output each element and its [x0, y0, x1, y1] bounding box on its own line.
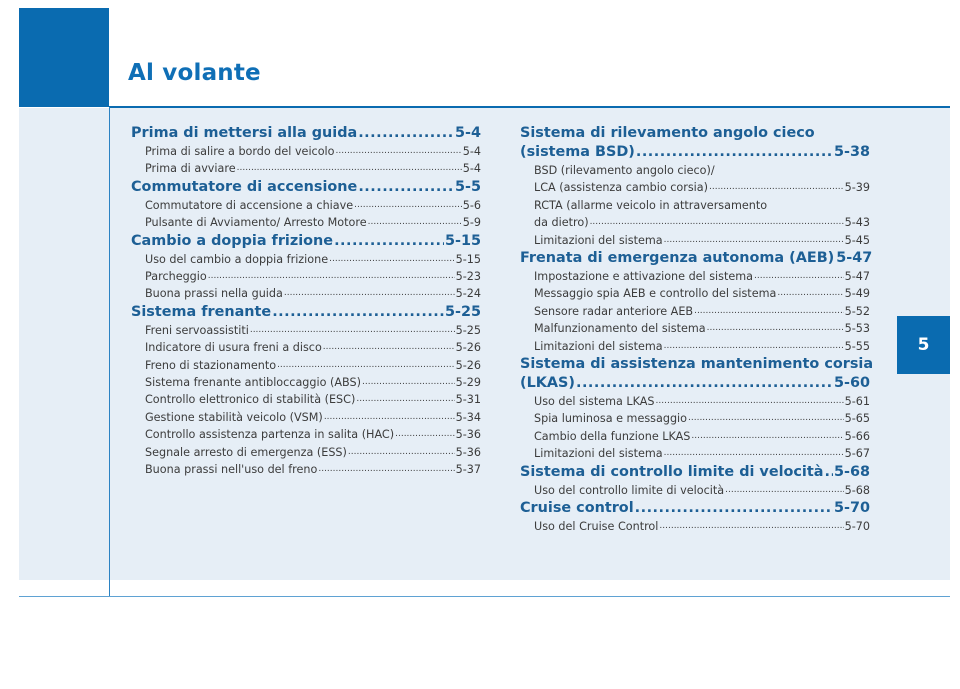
- toc-item-page: 5-4: [462, 145, 481, 158]
- toc-item[interactable]: [131, 251, 481, 268]
- toc-item-page: 5-45: [844, 233, 870, 247]
- toc-item-page: 5-65: [844, 412, 870, 426]
- toc-section-title: Sistema di controllo limite di velocità: [520, 463, 824, 480]
- toc-item-title: Limitazioni del sistema: [534, 447, 663, 461]
- leader-dots: [664, 445, 844, 462]
- toc-item-page: 5-37: [455, 463, 481, 477]
- leader-dots: [576, 374, 833, 393]
- toc-item-page: 5-68: [844, 483, 870, 497]
- toc-item[interactable]: [520, 518, 870, 535]
- toc-item-page: 5-36: [455, 428, 481, 442]
- leader-dots: [277, 357, 455, 374]
- toc-item-title: Parcheggio: [145, 270, 207, 284]
- toc-item[interactable]: [520, 428, 870, 445]
- leader-dots: [635, 499, 833, 518]
- toc-item-title: Cambio della funzione LKAS: [534, 429, 691, 443]
- leader-dots: [777, 285, 843, 302]
- toc-item[interactable]: [520, 320, 870, 337]
- leader-dots: [688, 410, 844, 427]
- toc-item-title: Pulsante di Avviamento/ Arresto Motore: [145, 216, 367, 230]
- toc-item-title: LCA (assistenza cambio corsia): [534, 181, 708, 195]
- toc-section-title-cont: (sistema BSD): [520, 144, 635, 160]
- page-title: Al volante: [128, 60, 261, 86]
- leader-dots: [354, 197, 462, 214]
- toc-item-title: Limitazioni del sistema: [534, 339, 663, 353]
- toc-item-page: 5-55: [844, 339, 870, 353]
- toc-left-column: [131, 124, 481, 479]
- toc-item-page: 5-24: [455, 287, 481, 301]
- toc-item[interactable]: [131, 143, 481, 160]
- leader-dots: [362, 374, 455, 391]
- toc-item-title: Uso del sistema LKAS: [534, 395, 655, 409]
- toc-page: 5-68: [833, 463, 870, 480]
- toc-item[interactable]: [131, 285, 481, 302]
- leader-dots: [368, 214, 462, 231]
- toc-item-title: Messaggio spia AEB e controllo del sistema: [534, 287, 777, 301]
- toc-item[interactable]: [520, 393, 870, 410]
- toc-item[interactable]: [131, 160, 481, 177]
- toc-section-title: Frenata di emergenza autonoma (AEB): [520, 250, 835, 267]
- leader-dots: [318, 461, 454, 478]
- toc-section-title: Sistema frenante: [131, 303, 272, 320]
- toc-item[interactable]: [520, 214, 870, 231]
- toc-page: 5-38: [833, 144, 870, 160]
- toc-item[interactable]: [520, 303, 870, 320]
- toc-section-cambio[interactable]: [131, 232, 481, 251]
- toc-section-title: Sistema di assistenza mantenimento corsia: [520, 356, 874, 373]
- toc-item[interactable]: [520, 338, 870, 355]
- leader-dots: [754, 268, 844, 285]
- leader-dots: [250, 322, 455, 339]
- toc-item-title: da dietro): [534, 216, 589, 230]
- leader-dots: [707, 320, 844, 337]
- toc-item-page: 5-9: [462, 216, 481, 230]
- toc-section-speed-limit[interactable]: [520, 463, 870, 482]
- toc-item[interactable]: [131, 444, 481, 461]
- toc-item[interactable]: [131, 426, 481, 443]
- toc-item-page: 5-66: [844, 429, 870, 443]
- leader-dots: [208, 268, 455, 285]
- leader-dots: [348, 444, 455, 461]
- leader-dots: [590, 214, 844, 231]
- toc-section-aeb[interactable]: [520, 249, 873, 268]
- toc-item-title: Impostazione e attivazione del sistema: [534, 270, 754, 284]
- toc-item-page: 5-70: [844, 520, 870, 534]
- toc-section-bsd[interactable]: [520, 124, 870, 162]
- toc-item-title: Segnale arresto di emergenza (ESS): [145, 445, 347, 459]
- toc-page: 5-15: [444, 232, 481, 249]
- toc-item-page: 5-52: [844, 304, 870, 318]
- leader-dots: [636, 143, 833, 162]
- leader-dots: [358, 124, 454, 143]
- toc-item-page: 5-36: [455, 445, 481, 459]
- toc-item[interactable]: [520, 268, 870, 285]
- toc-item-page: 5-29: [455, 376, 481, 390]
- toc-section-title-cont: (LKAS): [520, 375, 575, 392]
- toc-item-title: Uso del controllo limite di velocità: [534, 483, 725, 497]
- toc-page: 5-70: [833, 500, 870, 517]
- toc-item[interactable]: [131, 268, 481, 285]
- toc-item-title: Prima di salire a bordo del veicolo: [145, 145, 335, 158]
- leader-dots: [664, 338, 844, 355]
- leader-dots: [329, 251, 455, 268]
- toc-section-commutatore[interactable]: [131, 178, 481, 197]
- toc-section-prima[interactable]: [131, 124, 481, 143]
- toc-item-title: Gestione stabilità veicolo (VSM): [145, 410, 323, 424]
- leader-dots: [356, 391, 454, 408]
- header-band: [0, 0, 960, 107]
- toc-section-title: Cruise control: [520, 500, 634, 517]
- toc-item-page: 5-61: [844, 395, 870, 409]
- toc-page: 5-5: [455, 178, 481, 195]
- toc-item-title[interactable]: BSD (rilevamento angolo cieco)/: [534, 164, 715, 177]
- toc-item-title: Indicatore di usura freni a disco: [145, 341, 322, 355]
- toc-item[interactable]: [520, 482, 870, 499]
- toc-item-page: 5-53: [844, 322, 870, 336]
- toc-item[interactable]: [131, 357, 481, 374]
- leader-dots: [324, 409, 455, 426]
- toc-section-title: Prima di mettersi alla guida: [131, 125, 358, 141]
- toc-item-page: 5-47: [844, 270, 870, 284]
- toc-item[interactable]: [131, 339, 481, 356]
- toc-item[interactable]: [131, 409, 481, 426]
- toc-item-page: 5-6: [462, 198, 481, 212]
- toc-item-page: 5-23: [455, 270, 481, 284]
- toc-item-title: Uso del cambio a doppia frizione: [145, 252, 329, 266]
- toc-item-title: Commutatore di accensione a chiave: [145, 198, 354, 212]
- toc-item-page: 5-31: [455, 393, 481, 407]
- toc-item-page: 5-49: [844, 287, 870, 301]
- leader-dots: [272, 303, 444, 322]
- toc-item-page: 5-26: [455, 358, 481, 372]
- toc-item-title: Buona prassi nella guida: [145, 287, 283, 301]
- toc-section-title: Sistema di rilevamento angolo cieco: [520, 125, 815, 141]
- leader-dots: [395, 426, 455, 443]
- toc-item-title: Prima di avviare: [145, 162, 236, 176]
- chapter-tab[interactable]: 5: [897, 316, 950, 374]
- toc-item[interactable]: [131, 197, 481, 214]
- toc-item[interactable]: [131, 322, 481, 339]
- toc-item[interactable]: [520, 445, 870, 462]
- leader-dots: [323, 339, 455, 356]
- toc-item-page: 5-43: [844, 216, 870, 230]
- toc-section-lkas[interactable]: [520, 355, 874, 393]
- leader-dots: [334, 232, 444, 251]
- toc-item-title: Buona prassi nell'uso del freno: [145, 463, 318, 477]
- toc-item-page: 5-67: [844, 447, 870, 461]
- toc-item-title: Freno di stazionamento: [145, 358, 277, 372]
- toc-right-column: [520, 124, 874, 536]
- toc-item-page: 5-39: [844, 181, 870, 195]
- toc-item-page: 5-34: [455, 410, 481, 424]
- toc-item-page: 5-26: [455, 341, 481, 355]
- leader-dots: [664, 232, 844, 249]
- leader-dots: [656, 393, 844, 410]
- header-color-block: [19, 8, 109, 107]
- leader-dots: [336, 143, 462, 160]
- toc-item-title: Limitazioni del sistema: [534, 233, 663, 247]
- toc-item[interactable]: [520, 410, 870, 427]
- toc-item-page: 5-4: [462, 162, 481, 176]
- toc-item-page: 5-15: [455, 252, 481, 266]
- toc-item-title: Uso del Cruise Control: [534, 520, 659, 534]
- toc-section-cruise[interactable]: [520, 499, 870, 518]
- leader-dots: [237, 160, 462, 177]
- toc-item-title[interactable]: RCTA (allarme veicolo in attraversamento: [534, 198, 768, 212]
- toc-item[interactable]: [131, 374, 481, 391]
- toc-page: 5-47: [836, 250, 873, 267]
- toc-section-sistema-frenante[interactable]: [131, 303, 481, 322]
- leader-dots: [358, 178, 454, 197]
- toc-section-title: Commutatore di accensione: [131, 178, 358, 195]
- bottom-rule: [19, 596, 950, 597]
- leader-dots: [694, 303, 844, 320]
- toc-item-title: Sensore radar anteriore AEB: [534, 304, 694, 318]
- toc-item[interactable]: [520, 232, 870, 249]
- leader-dots: [691, 428, 843, 445]
- toc-item[interactable]: [131, 214, 481, 231]
- left-margin-line: [109, 107, 110, 597]
- toc-item-title: Controllo elettronico di stabilità (ESC): [145, 393, 356, 407]
- leader-dots: [284, 285, 455, 302]
- toc-item-page: 5-25: [455, 323, 481, 337]
- leader-dots: [824, 463, 833, 482]
- leader-dots: [709, 179, 844, 196]
- toc-page: 5-60: [833, 375, 870, 392]
- toc-page: 5-25: [444, 303, 481, 320]
- toc-item-title: Freni servoassistiti: [145, 323, 249, 337]
- toc-item-title: Controllo assistenza partenza in salita (HAC): [145, 428, 395, 442]
- toc-item[interactable]: [520, 285, 870, 302]
- toc-item[interactable]: [520, 179, 870, 196]
- leader-dots: [659, 518, 843, 535]
- toc-item-title: Spia luminosa e messaggio: [534, 412, 687, 426]
- toc-item-title: Sistema frenante antibloccaggio (ABS): [145, 376, 361, 390]
- toc-item[interactable]: [131, 461, 481, 478]
- toc-page: 5-4: [455, 125, 481, 141]
- toc-item-title: Malfunzionamento del sistema: [534, 322, 706, 336]
- leader-dots: [725, 482, 843, 499]
- toc-section-title: Cambio a doppia frizione: [131, 232, 334, 249]
- toc-item[interactable]: [131, 391, 481, 408]
